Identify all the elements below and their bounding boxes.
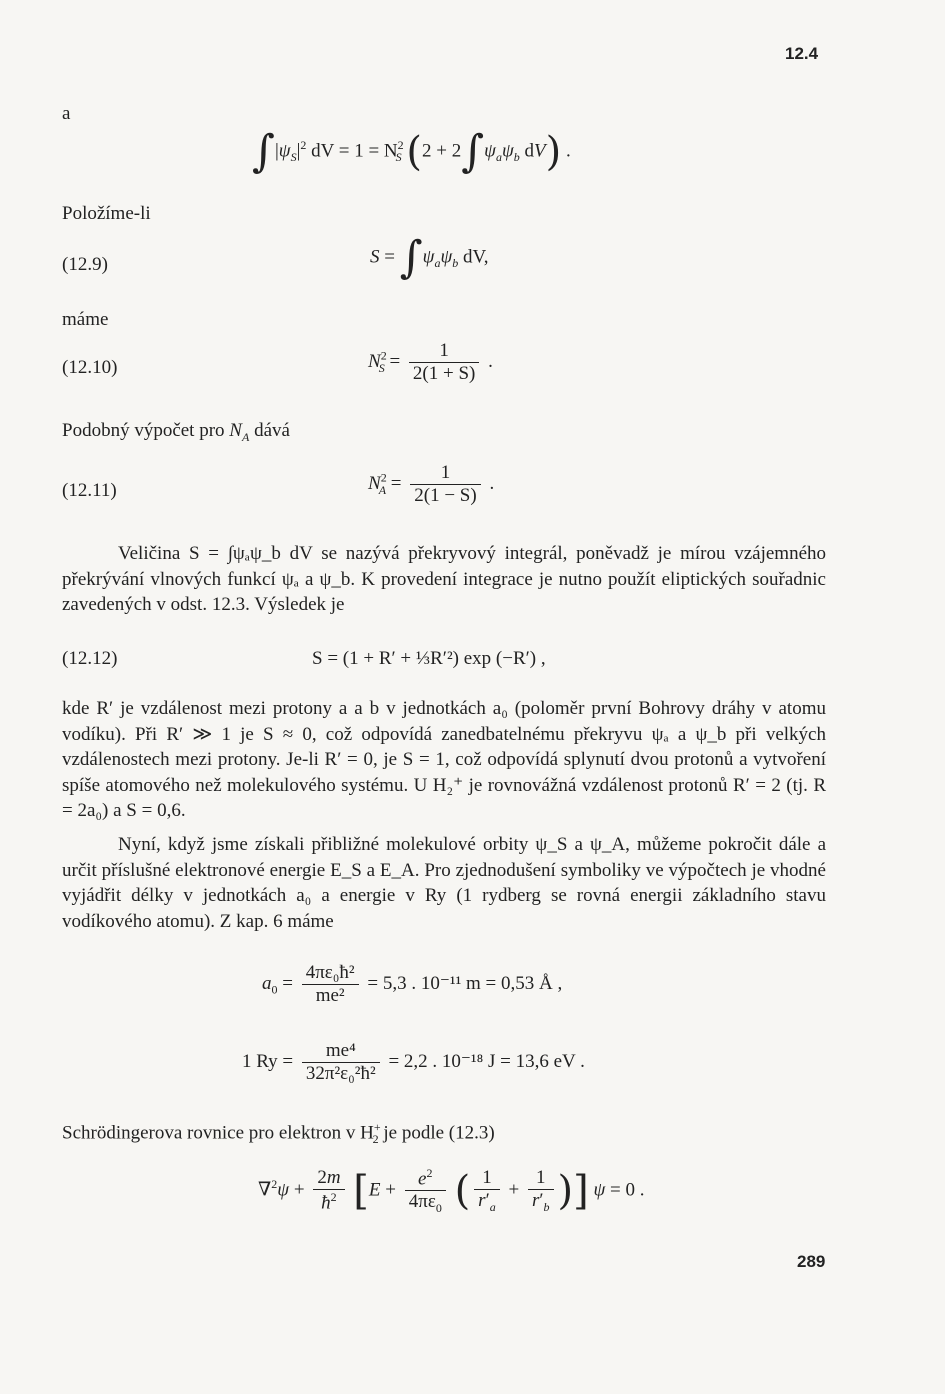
equation-12-10: $N^2_S$ = $\frac{1}{2(1 + S)}$ . — [368, 340, 493, 384]
text-polozime: Položíme-li — [62, 203, 151, 224]
equation-schrodinger: ∇$^2$ψ + $\frac{2m}{ħ^2}$ [E + $\frac{e^2}{4\pi\varepsilon_0}$ ( $\frac{1}{r'_a}$ + $\frac{1}{r'_b}$ )] ψ = 0 . — [258, 1166, 645, 1216]
section-number: 12.4 — [785, 44, 819, 63]
equation-normalization: $\int|\psi_S|^2$ dV = $1 = N^2_S$ ($2 + 2\int\psi_a\psi_b$ dV) . — [252, 126, 571, 177]
text-a: a — [62, 103, 71, 124]
equation-12-9: $S = \int\psi_a\psi_b$ dV, — [370, 232, 489, 283]
paragraph-overlap-integral: Veličina S = ∫ψₐψ_b dV se nazývá překryvový integrál, poněvadž je mírou vzájemného překrývání vlnových funkcí ψₐ a ψ_b. K provedení integrace je nutno použít eliptických souřadnic zavedených v odst. 12.3. Výsledek je — [62, 543, 826, 615]
equation-12-11: $N^2_A$ = $\frac{1}{2(1 - S)}$ . — [368, 462, 495, 506]
equation-number-12-12: (12.12) — [62, 648, 118, 669]
equation-number-12-10: (12.10) — [62, 357, 118, 378]
text-schrodinger: Schrödingerova rovnice pro elektron v $H^+_2$ je podle (12.3) — [62, 1120, 495, 1147]
paragraph-molecular-orbitals: Nyní, když jsme získali přibližné molekulové orbity ψ_S a ψ_A, můžeme pokročit dále a určit příslušné elektronové energie E_S a E_A. Pro zjednodušení symboliky ve výpočtech je vhodné vyjádřit délky v jednotkách a₀ a energie v Ry (1 rydberg se rovná energii základního stavu vodíkového atomu). Z kap. 6 máme — [62, 834, 826, 932]
equation-number-12-9: (12.9) — [62, 254, 108, 275]
paragraph-proton-distance: kde R′ je vzdálenost mezi protony a a b v jednotkách a₀ (poloměr první Bohrovy dráhy v atomu vodíku). Při R′ ≫ 1 je S ≈ 0, což odpovídá zanedbatelnému překryvu ψₐ a ψ_b při velkých vzdálenostech mezi protony. Je-li R′ = 0, je S = 1, což odpovídá splynutí dvou protonů a vytvoření spíše atomového než molekulového systému. U H₂⁺ je rovnovážná vzdálenost protonů R′ = 2 (tj. R = 2a₀) a S = 0,6. — [62, 698, 826, 821]
equation-12-12: S = (1 + R′ + ⅓R′²) exp (−R′) , — [312, 648, 546, 669]
text-mame: máme — [62, 309, 109, 330]
equation-bohr-radius: $a_0$ = $\frac{\text{4πε₀ħ²}}{\text{me²}}$ = 5,3 . 10⁻¹¹ m = 0,53 Å , — [262, 962, 563, 1006]
equation-rydberg: 1 Ry = $\frac{\text{me⁴}}{\text{32π²ε₀²ħ²}}$ = 2,2 . 10⁻¹⁸ J = 13,6 eV . — [242, 1040, 585, 1084]
page-number: 289 — [797, 1252, 826, 1271]
equation-number-12-11: (12.11) — [62, 480, 117, 501]
text-podobny: Podobný výpočet pro $N_A$ dává — [62, 420, 290, 444]
